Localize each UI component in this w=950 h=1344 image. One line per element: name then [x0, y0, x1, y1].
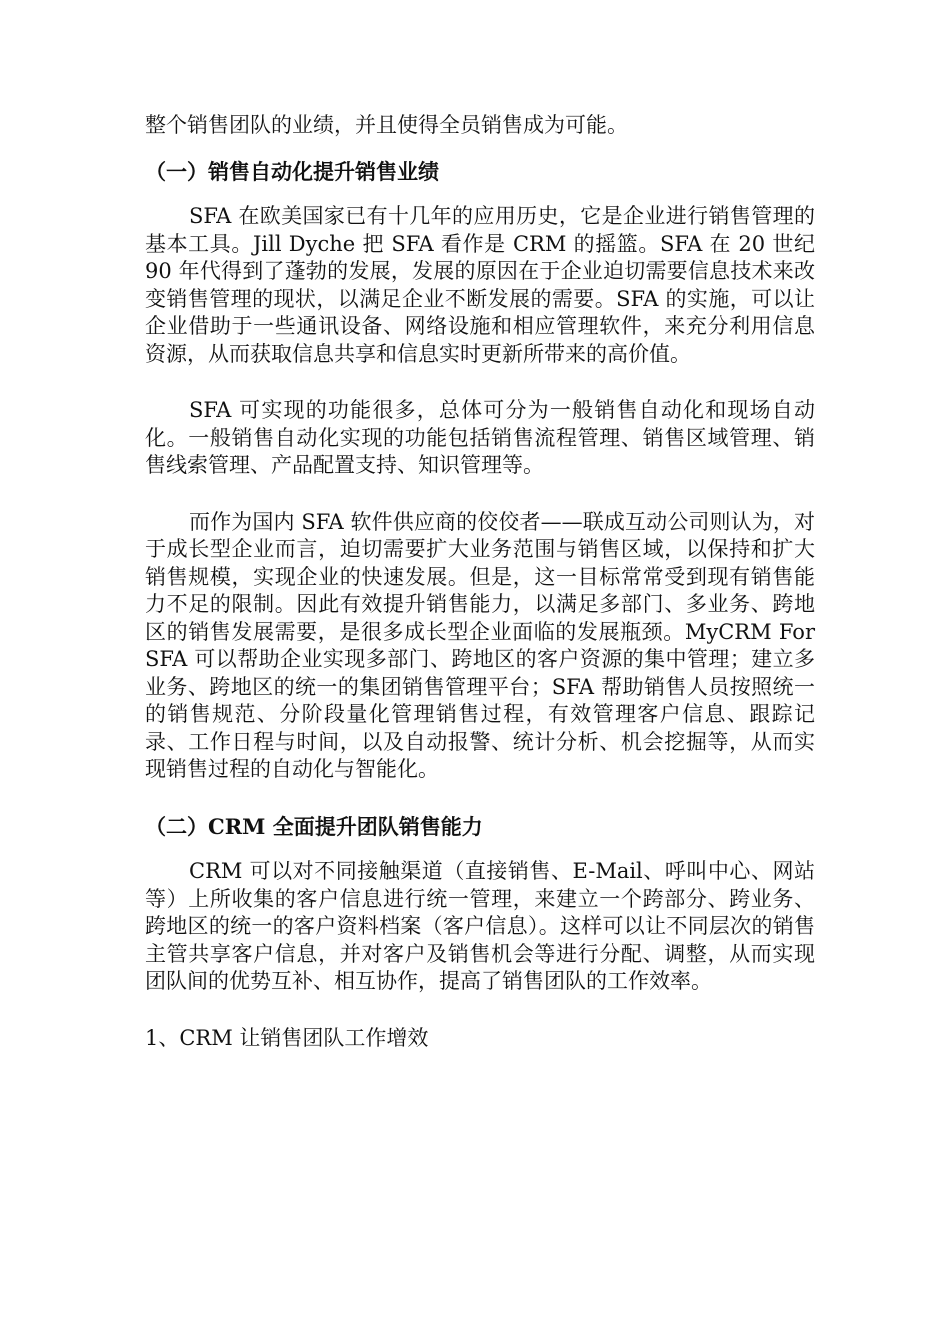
section-heading-crm-team: （二）CRM 全面提升团队销售能力 [145, 813, 483, 839]
subsection-heading: 1、CRM 让销售团队工作增效 [145, 1025, 429, 1050]
body-paragraph: SFA 在欧美国家已有十几年的应用历史，它是企业进行销售管理的基本工具。Jill Dyche 把 SFA 看作是 CRM 的摇篮。SFA 在 20 世纪 90 年代得到了蓬勃的发展，发展的原因在于企业迫切需要信息技术来改变销售管理的现状，以满足企业不断发展的需要。SFA 的实施，可以让企业借助于一些通讯设备、网络设施和相应管理软件，来充分利用信息资源，从而获取信息共享和信息实时更新所带来的高价值。 [145, 204, 815, 366]
section-heading-sales-automation: （一）销售自动化提升销售业绩 [145, 158, 439, 184]
body-paragraph: CRM 可以对不同接触渠道（直接销售、E-Mail、呼叫中心、网站等）上所收集的客户信息进行统一管理，来建立一个跨部分、跨业务、跨地区的统一的客户资料档案（客户信息）。这样可以让不同层次的销售主管共享客户信息，并对客户及销售机会等进行分配、调整，从而实现团队间的优势互补、相互协作，提高了销售团队的工作效率。 [145, 859, 815, 993]
body-paragraph: 而作为国内 SFA 软件供应商的佼佼者——联成互动公司则认为，对于成长型企业而言，迫切需要扩大业务范围与销售区域，以保持和扩大销售规模，实现企业的快速发展。但是，这一目标常常受到现有销售能力不足的限制。因此有效提升销售能力，以满足多部门、多业务、跨地区的销售发展需要，是很多成长型企业面临的发展瓶颈。MyCRM For SFA 可以帮助企业实现多部门、跨地区的客户资源的集中管理；建立多业务、跨地区的统一的集团销售管理平台；SFA 帮助销售人员按照统一的销售规范、分阶段量化管理销售过程，有效管理客户信息、跟踪记录、工作日程与时间，以及自动报警、统计分析、机会挖掘等，从而实现销售过程的自动化与智能化。 [145, 509, 815, 781]
document-page [145, 112, 815, 1052]
body-paragraph: SFA 可实现的功能很多，总体可分为一般销售自动化和现场自动化。一般销售自动化实现的功能包括销售流程管理、销售区域管理、销售线索管理、产品配置支持、知识管理等。 [145, 398, 815, 477]
continuation-paragraph: 整个销售团队的业绩，并且使得全员销售成为可能。 [145, 113, 628, 137]
